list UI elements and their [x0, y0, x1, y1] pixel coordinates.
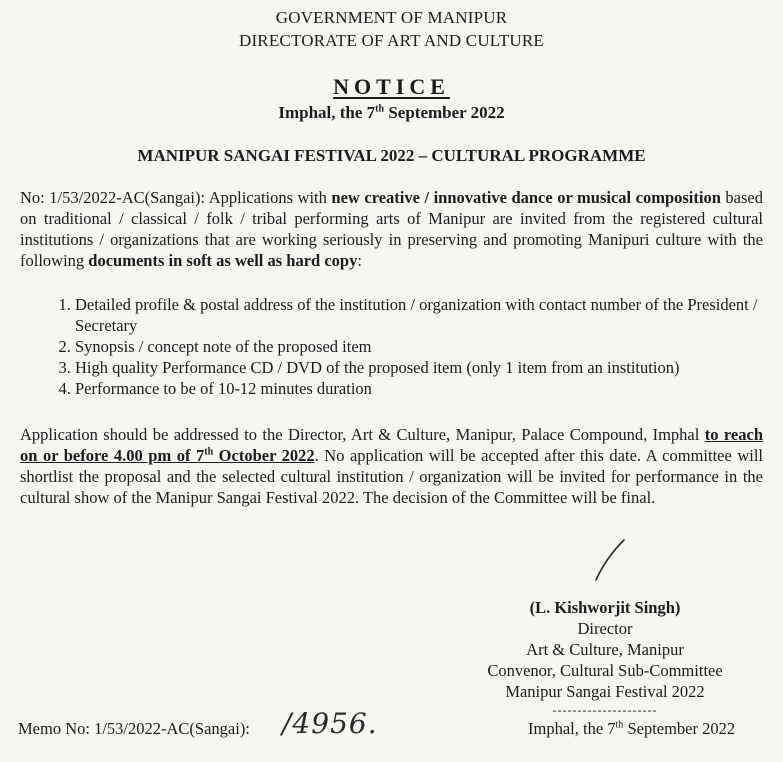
requirements-list — [20, 294, 783, 399]
signature-mark — [590, 538, 630, 584]
handwritten-memo-number: /4956. — [282, 707, 378, 740]
issue-date: Imphal, the 7th September 2022 — [278, 103, 505, 122]
list-item: 2. Synopsis / concept note of the proposed item — [75, 336, 783, 357]
notice-title: NOTICE — [333, 74, 450, 99]
intro-paragraph: No: 1/53/2022-AC(Sangai): Applications with new creative / innovative dance or musical composition based on traditional / classical / folk / tribal performing arts of Manipur are invited from the registered cultural institutions / organizations that are working seriously in preserving and promoting Manipuri culture with the following documents in soft as well as hard copy: — [20, 188, 764, 270]
list-item: 1. Detailed profile & postal address of the institution / organization with contact number of the President / Secretary — [75, 294, 783, 336]
list-item: 4. Performance to be of 10-12 minutes duration — [75, 378, 783, 399]
signatory-department: Art & Culture, Manipur — [526, 640, 684, 659]
government-header: GOVERNMENT OF MANIPUR — [275, 8, 508, 27]
memo-date: Imphal, the 7th September 2022 — [528, 719, 736, 738]
signatory-title: Director — [577, 619, 633, 638]
signatory-role: Convenor, Cultural Sub-Committee — [487, 661, 723, 680]
notice-subject: MANIPUR SANGAI FESTIVAL 2022 – CULTURAL PROGRAMME — [137, 146, 646, 165]
signatory-name: (L. Kishworjit Singh) — [529, 598, 681, 617]
deadline-text: to reach on or before 4.00 pm of 7th October 2022 — [20, 425, 764, 465]
list-item: 3. High quality Performance CD / DVD of the proposed item (only 1 item from an institution) — [75, 357, 783, 378]
signatory-event: Manipur Sangai Festival 2022 — [505, 682, 705, 701]
divider: --------------------- — [552, 703, 658, 717]
directorate-header: DIRECTORATE OF ART AND CULTURE — [238, 31, 545, 50]
instructions-paragraph: Application should be addressed to the Director, Art & Culture, Manipur, Palace Compound, Imphal to reach on or before 4.00 pm of 7th October 2022. No application will be accepted after this date. A committee will shortlist the proposal and the selected cultural institution / organization will be invited for performance in the cultural show of the Manipur Sangai Festival 2022. The decision of the Committee will be final. — [20, 425, 764, 507]
memo-number-label: Memo No: 1/53/2022-AC(Sangai): — [18, 719, 250, 738]
